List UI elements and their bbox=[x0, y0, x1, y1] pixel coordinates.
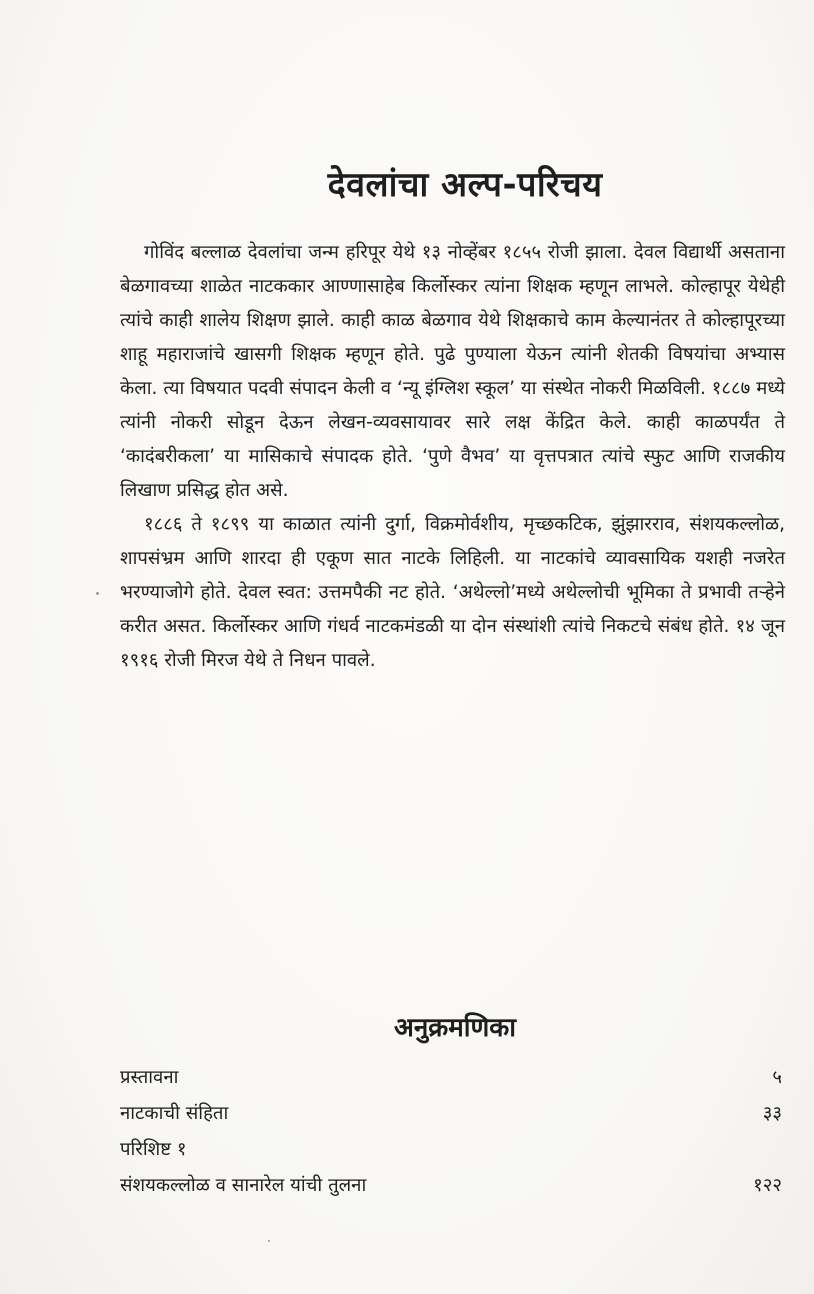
paper-speck bbox=[268, 1240, 270, 1242]
toc-entry-label: नाटकाची संहिता bbox=[120, 1103, 229, 1124]
bio-title: देवलांचा अल्प-परिचय bbox=[327, 165, 603, 205]
table-of-contents bbox=[120, 1060, 782, 1204]
toc-entry-label: परिशिष्ट १ bbox=[120, 1139, 187, 1160]
toc-entry-label: संशयकल्लोळ व सानारेल यांची तुलना bbox=[120, 1175, 367, 1196]
toc-title: अनुक्रमणिका bbox=[393, 1013, 517, 1043]
toc-entry bbox=[120, 1132, 782, 1168]
toc-entry bbox=[120, 1096, 782, 1132]
paper-speck bbox=[96, 592, 99, 595]
toc-entry-page: १२२ bbox=[753, 1175, 782, 1196]
bio-text bbox=[120, 236, 785, 678]
toc-entry-page: ३३ bbox=[762, 1103, 782, 1124]
toc-entry-label: प्रस्तावना bbox=[120, 1067, 179, 1088]
toc-entry bbox=[120, 1168, 782, 1204]
toc-entry-page bbox=[722, 1132, 782, 1168]
toc-entry bbox=[120, 1060, 782, 1096]
toc-entry-page: ५ bbox=[772, 1067, 782, 1088]
bio-paragraph-2: १८८६ ते १८९९ या काळात त्यांनी दुर्गा, विक्रमोर्वशीय, मृच्छकटिक, झुंझारराव, संशयकल्लोळ, शापसंभ्रम आणि शारदा ही एकूण सात नाटके लिहिली. या नाटकांचे व्यावसायिक यशही नजरेत भरण्याजोगे होते. देवल स्वत: उत्तमपैकी नट होते. ‘अथेल्लो’मध्ये अथेल्लोची भूमिका ते प्रभावी तऱ्हेने करीत असत. किर्लोस्कर आणि गंधर्व नाटकमंडळी या दोन संस्थांशी त्यांचे निकटचे संबंध होते. १४ जून १९१६ रोजी मिरज येथे ते निधन पावले. bbox=[120, 514, 785, 671]
bio-paragraph-1: गोविंद बल्लाळ देवलांचा जन्म हरिपूर येथे १३ नोव्हेंबर १८५५ रोजी झाला. देवल विद्यार्थी असताना बेळगावच्या शाळेत नाटककार आण्णासाहेब किर्लोस्कर त्यांना शिक्षक म्हणून लाभले. कोल्हापूर येथेही त्यांचे काही शालेय शिक्षण झाले. काही काळ बेळगाव येथे शिक्षकाचे काम केल्यानंतर ते कोल्हापूरच्या शाहू महाराजांचे खासगी शिक्षक म्हणून होते. पुढे पुण्याला येऊन त्यांनी शेतकी विषयांचा अभ्यास केला. त्या विषयात पदवी संपादन केली व ‘न्यू इंग्लिश स्कूल’ या संस्थेत नोकरी मिळविली. १८८७ मध्ये त्यांनी नोकरी सोडून देऊन लेखन-व्यवसायावर सारे लक्ष केंद्रित केले. काही काळपर्यंत ते ‘कादंबरीकला’ या मासिकाचे संपादक होते. ‘पुणे वैभव’ या वृत्तपत्रात त्यांचे स्फुट आणि राजकीय लिखाण प्रसिद्ध होत असे. bbox=[120, 242, 785, 501]
